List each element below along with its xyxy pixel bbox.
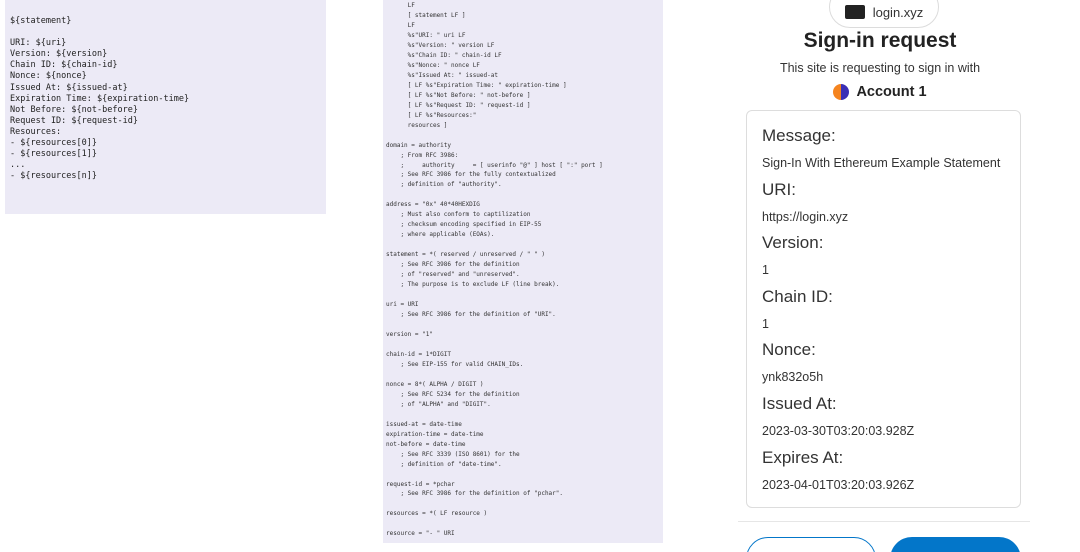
template-line: Nonce: ${nonce} <box>10 71 87 82</box>
abnf-line <box>386 190 663 200</box>
abnf-line: chain-id = 1*DIGIT <box>386 350 452 358</box>
abnf-line: domain = authority <box>386 141 452 149</box>
account-name: Account 1 <box>856 84 927 100</box>
template-line: Resources: <box>10 126 62 137</box>
abnf-line <box>386 340 663 350</box>
abnf-line: [ LF %s"Resources:" <box>386 111 477 119</box>
abnf-line: nonce = 8*( ALPHA / DIGIT ) <box>386 380 484 388</box>
site-host: login.xyz <box>872 4 924 20</box>
template-line <box>10 27 326 38</box>
abnf-line: resource = "- " URI <box>386 530 455 538</box>
abnf-line <box>386 131 663 141</box>
field-label-nonce: Nonce: <box>762 340 816 359</box>
field-value-uri: https://login.xyz <box>762 210 849 224</box>
field-label-uri: URI: <box>762 180 796 199</box>
site-favicon-icon <box>845 5 865 19</box>
abnf-line: ; definition of "authority". <box>386 181 502 189</box>
abnf-line: ; authority = [ userinfo "@" ] host [ ":" port ] <box>386 161 603 169</box>
abnf-line: %s"Issued At: " issued-at <box>386 71 498 79</box>
abnf-line: uri = URI <box>386 301 419 309</box>
abnf-line <box>386 320 663 330</box>
abnf-line: ; See RFC 3986 for the definition <box>386 261 520 269</box>
abnf-line <box>386 290 663 300</box>
abnf-line <box>386 519 663 529</box>
message-template-panel <box>5 0 326 214</box>
abnf-line: ; checksum encoding specified in EIP-55 <box>386 221 542 229</box>
template-line: Expiration Time: ${expiration-time} <box>10 93 190 104</box>
field-label-issued-at: Issued At: <box>762 394 837 413</box>
abnf-line <box>386 240 663 250</box>
field-value-nonce: ynk832o5h <box>762 370 824 384</box>
field-label-version: Version: <box>762 233 824 252</box>
field-value-expires-at: 2023-04-01T03:20:03.926Z <box>762 478 915 492</box>
template-line: - ${resources[0]} <box>10 138 97 149</box>
abnf-line: ; Must also conform to captilization <box>386 211 531 219</box>
field-value-issued-at: 2023-03-30T03:20:03.928Z <box>762 424 915 438</box>
field-value-version: 1 <box>762 263 769 277</box>
field-label-chain-id: Chain ID: <box>762 287 833 306</box>
footer-divider <box>738 521 1030 522</box>
template-line: Issued At: ${issued-at} <box>10 82 128 93</box>
abnf-line: address = "0x" 40*40HEXDIG <box>386 201 480 209</box>
template-line: Not Before: ${not-before} <box>10 104 138 115</box>
abnf-line: ; See RFC 3986 for the definition of "URI". <box>386 311 556 319</box>
abnf-line: ; From RFC 3986: <box>386 151 459 159</box>
abnf-line: LF <box>386 21 415 29</box>
site-origin-pill <box>829 0 939 28</box>
abnf-line: ; See RFC 3986 for the fully contextualized <box>386 171 556 179</box>
abnf-line: ; of "ALPHA" and "DIGIT". <box>386 400 491 408</box>
template-line: ... <box>10 160 26 171</box>
abnf-line: ; The purpose is to exclude LF (line break). <box>386 281 560 289</box>
abnf-line: ; See EIP-155 for valid CHAIN_IDs. <box>386 360 524 368</box>
field-label-expires-at: Expires At: <box>762 448 844 467</box>
abnf-line: resources = *( LF resource ) <box>386 510 488 518</box>
abnf-line: [ LF %s"Expiration Time: " expiration-time ] <box>386 81 567 89</box>
page-title: Sign-in request <box>803 29 957 52</box>
abnf-line: %s"URI: " uri LF <box>386 31 466 39</box>
page-subtitle: This site is requesting to sign in with <box>779 61 981 75</box>
abnf-line <box>386 470 663 480</box>
abnf-grammar-panel <box>383 0 663 543</box>
cancel-button[interactable] <box>746 537 876 552</box>
wallet-signin-popup <box>730 0 1030 552</box>
template-line: URI: ${uri} <box>10 38 67 49</box>
abnf-line: request-id = *pchar <box>386 480 455 488</box>
abnf-line: [ statement LF ] <box>386 11 466 19</box>
field-value-chain-id: 1 <box>762 317 769 331</box>
abnf-line: ; See RFC 3986 for the definition of "pchar". <box>386 490 564 498</box>
template-line: Request ID: ${request-id} <box>10 115 138 126</box>
abnf-line: resources ] <box>386 121 448 129</box>
abnf-line: %s"Version: " version LF <box>386 41 495 49</box>
template-line: ${statement} <box>10 16 72 26</box>
abnf-line: %s"Nonce: " nonce LF <box>386 61 480 69</box>
abnf-line: issued-at = date-time <box>386 420 462 428</box>
field-value-message: Sign-In With Ethereum Example Statement <box>762 156 1001 170</box>
account-indicator <box>730 84 1030 100</box>
abnf-line <box>386 370 663 380</box>
abnf-line: ; definition of "date-time". <box>386 460 502 468</box>
abnf-line: version = "1" <box>386 330 433 338</box>
message-card[interactable] <box>746 110 1021 508</box>
template-line: Version: ${version} <box>10 49 108 60</box>
abnf-line: [ LF %s"Request ID: " request-id ] <box>386 101 531 109</box>
sign-in-button[interactable] <box>890 537 1021 552</box>
abnf-line: statement = *( reserved / unreserved / " " ) <box>386 251 545 259</box>
abnf-line: ; See RFC 3339 (ISO 8601) for the <box>386 450 520 458</box>
template-line: - ${resources[1]} <box>10 149 97 160</box>
abnf-line: LF <box>386 2 415 9</box>
abnf-line <box>386 499 663 509</box>
abnf-line: not-before = date-time <box>386 440 466 448</box>
abnf-line <box>386 410 663 420</box>
abnf-line: [ LF %s"Not Before: " not-before ] <box>386 91 531 99</box>
field-label-message: Message: <box>762 126 836 145</box>
account-avatar-icon <box>833 84 849 100</box>
abnf-line: %s"Chain ID: " chain-id LF <box>386 51 502 59</box>
template-line: Chain ID: ${chain-id} <box>10 60 118 71</box>
abnf-line: ; of "reserved" and "unreserved". <box>386 271 520 279</box>
abnf-line: expiration-time = date-time <box>386 430 484 438</box>
template-line: - ${resources[n]} <box>10 171 97 182</box>
abnf-line: ; See RFC 5234 for the definition <box>386 390 520 398</box>
abnf-line: ; where applicable (EOAs). <box>386 231 495 239</box>
